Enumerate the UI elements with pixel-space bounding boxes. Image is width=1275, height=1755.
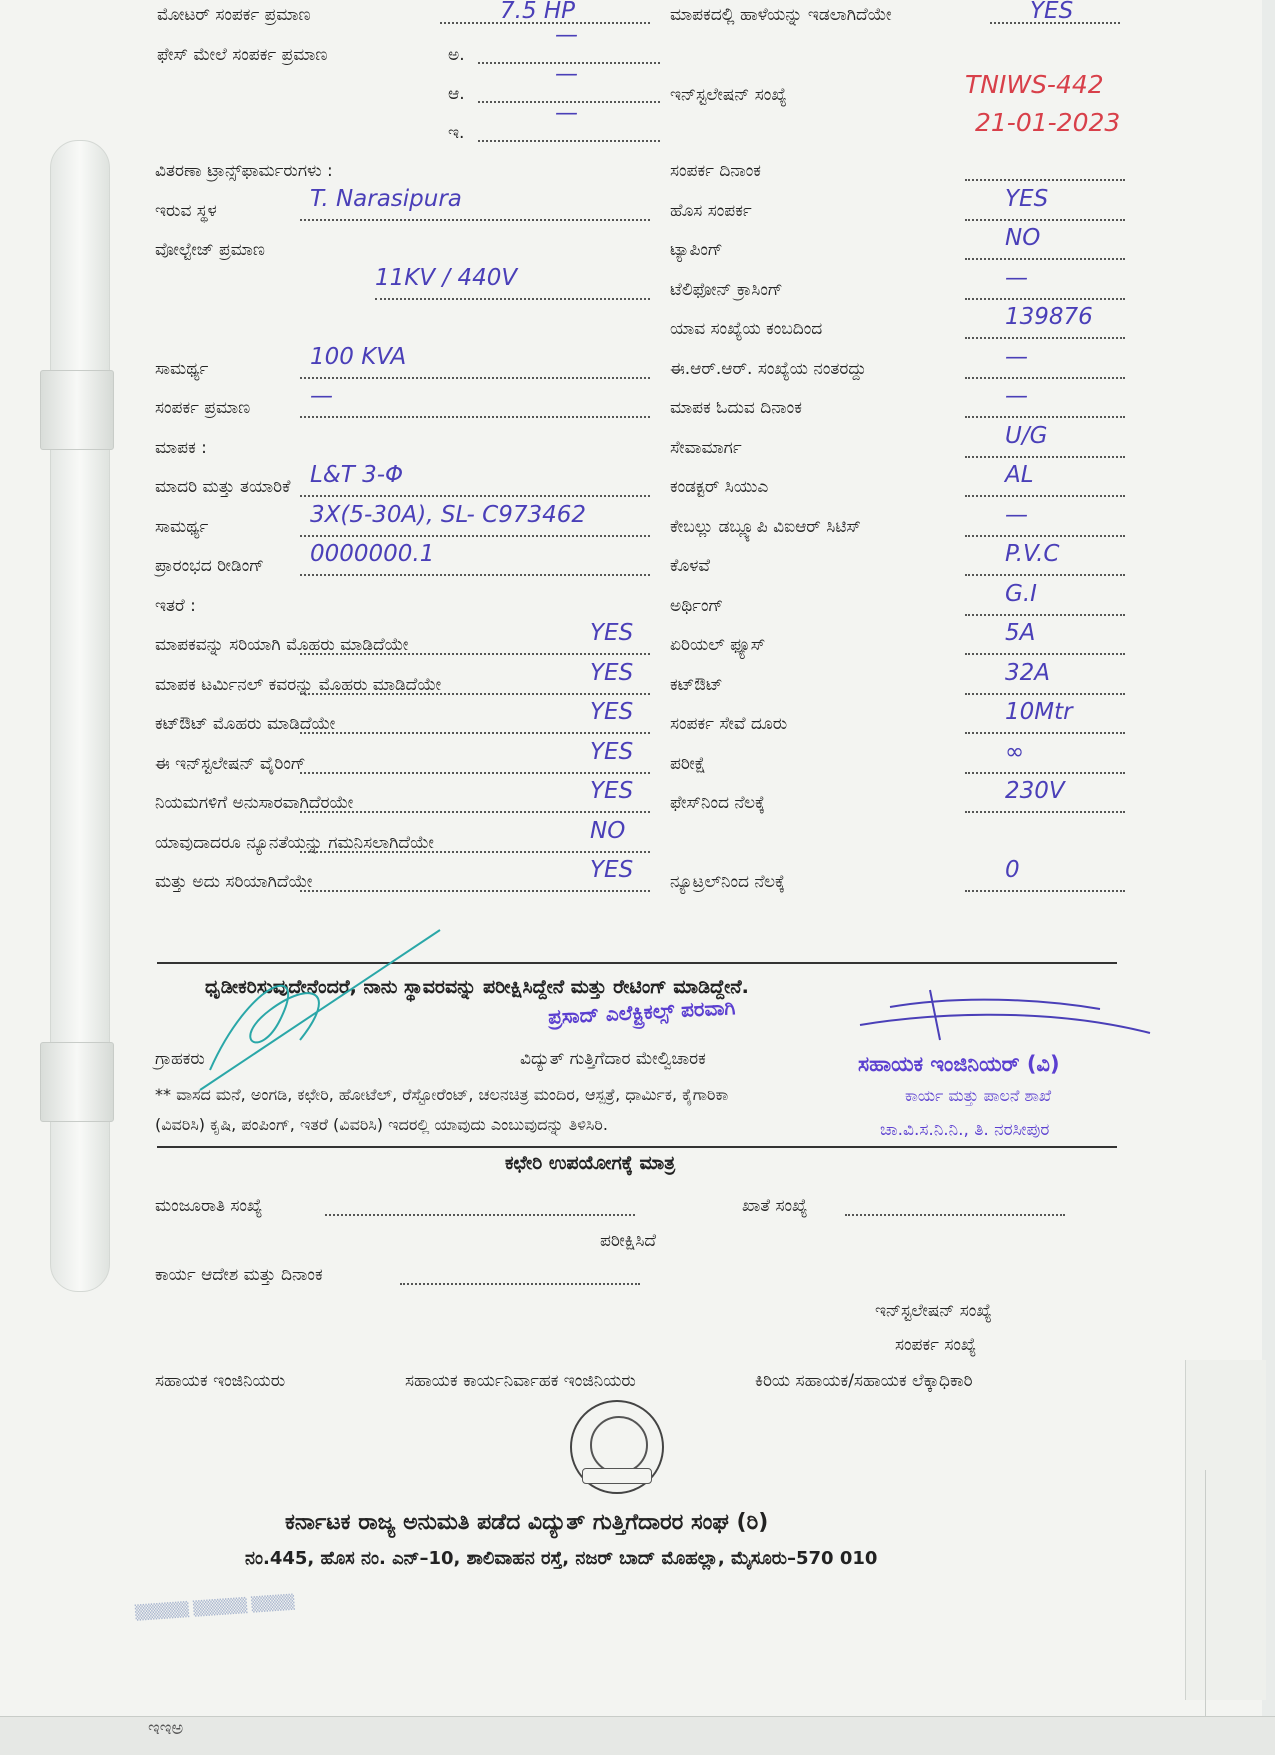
- footer-organisation: ಕರ್ನಾಟಕ ರಾಜ್ಯ ಅನುಮತಿ ಪಡೆದ ವಿದ್ಯುತ್ ಗುತ್ತಿಗೆದಾರರ ಸಂಘ (ರಿ): [285, 1510, 769, 1535]
- dotted-line: [965, 811, 1125, 813]
- left-field-label: ಸಾಮರ್ಥ್ಯ: [155, 516, 209, 537]
- right-field-value: U/G: [1005, 422, 1048, 449]
- association-seal-logo: [570, 1400, 664, 1494]
- dotted-line: [300, 416, 650, 418]
- right-field-label: ಈ.ಆರ್.ಆರ್. ಸಂಖ್ಯೆಯ ನಂತರದ್ದು: [670, 358, 867, 379]
- left-field-label: ಯಾವುದಾದರೂ ನ್ಯೂನತೆಯನ್ನು ಗಮನಿಸಲಾಗಿದೆಯೇ: [155, 832, 434, 853]
- category-note-line2: (ವಿವರಿಸಿ) ಕೃಷಿ, ಪಂಪಿಂಗ್, ಇತರೆ (ವಿವರಿಸಿ) ಇದರಲ್ಲಿ ಯಾವುದು ಎಂಬುವುದನ್ನು ತಿಳಿಸಿರಿ.: [155, 1115, 608, 1134]
- meter-sheet-value: YES: [1030, 0, 1074, 24]
- installation-number-label: ಇನ್‌ಸ್ಟಲೇಷನ್ ಸಂಖ್ಯೆ: [670, 85, 787, 105]
- right-field-value: ∞: [1005, 738, 1025, 765]
- left-field-value: T. Narasipura: [310, 185, 462, 212]
- dotted-line: [965, 337, 1125, 339]
- dotted-line: [965, 179, 1125, 181]
- left-field-label: ಮಾಪಕ :: [155, 437, 207, 458]
- dotted-line: [965, 456, 1125, 458]
- binder-clip: [40, 370, 114, 450]
- right-field-label: ಯಾವ ಸಂಖ್ಯೆಯ ಕಂಬದಿಂದ: [670, 319, 823, 339]
- left-field-label: ಪ್ರಾರಂಭದ ರೀಡಿಂಗ್: [155, 556, 264, 576]
- dotted-line: [325, 1214, 635, 1216]
- engineer-signature: [860, 985, 1160, 1045]
- phase-value: —: [555, 22, 578, 48]
- left-field-label: ವೋಲ್ಟೇಜ್ ಪ್ರಮಾಣ: [155, 240, 265, 260]
- dotted-line: [300, 574, 650, 576]
- left-field-value: —: [310, 383, 333, 409]
- right-field-label: ಮಾಪಕ ಓದುವ ದಿನಾಂಕ: [670, 398, 802, 418]
- left-field-label: ಸಂಪರ್ಕ ಪ್ರಮಾಣ: [155, 398, 251, 418]
- work-order-label: ಕಾರ್ಯ ಆದೇಶ ಮತ್ತು ದಿನಾಂಕ: [155, 1265, 323, 1285]
- signatory-assistant-engineer: ಸಹಾಯಕ ಇಂಜಿನಿಯರು: [155, 1371, 286, 1391]
- left-field-label: ಮಾಪಕ ಟರ್ಮಿನಲ್ ಕವರನ್ನು ಮೊಹರು ಮಾಡಿದೆಯೇ: [155, 674, 442, 695]
- dotted-line: [400, 1283, 640, 1285]
- dotted-line: [965, 219, 1125, 221]
- binder-clip: [40, 1042, 114, 1122]
- right-field-label: ಅರ್ಥಿಂಗ್: [670, 595, 724, 616]
- right-field-value: —: [1005, 501, 1028, 528]
- left-field-label: ಕಟ್‌ಔಟ್ ಮೊಹರು ಮಾಡಿದೆಯೇ: [155, 714, 336, 734]
- dotted-line: [965, 693, 1125, 695]
- underlying-page-strip: [0, 1716, 1275, 1755]
- checked-label: ಪರೀಕ್ಷಿಸಿದೆ: [600, 1231, 657, 1251]
- left-field-value: YES: [590, 857, 634, 883]
- right-field-label: ಏರಿಯಲ್ ಫ್ಯೂಸ್: [670, 635, 766, 655]
- right-field-label: ಕಟ್‌ಔಟ್: [670, 674, 723, 695]
- dotted-line: [300, 693, 650, 695]
- right-field-label: ಟ್ಯಾಪಿಂಗ್: [670, 240, 723, 260]
- left-field-value: 3X(5-30A), SL- C973462: [310, 501, 586, 528]
- dotted-line: [965, 298, 1125, 300]
- underlying-page-text: ಇಇಅ: [148, 1718, 184, 1739]
- dotted-line: [845, 1214, 1065, 1216]
- phase-value: —: [555, 100, 578, 126]
- left-field-value: 0000000.1: [310, 541, 435, 567]
- office-connection-label: ಸಂಪರ್ಕ ಸಂಖ್ಯೆ: [895, 1335, 977, 1355]
- right-field-value: P.V.C: [1005, 541, 1060, 567]
- faded-stamp-impression: ▒▒▒▒▒ ▒▒▒▒▒ ▒▒▒▒: [134, 1594, 296, 1622]
- engineer-stamp-branch: ಕಾರ್ಯ ಮತ್ತು ಪಾಲನೆ ಶಾಖೆ: [905, 1086, 1052, 1105]
- contractor-stamp: ಪ್ರಸಾದ್ ಎಲೆಕ್ಟ್ರಿಕಲ್ಸ್ ಪರವಾಗಿ: [547, 995, 736, 1029]
- sanction-number-label: ಮಂಜೂರಾತಿ ಸಂಖ್ಯೆ: [155, 1196, 263, 1216]
- certification-statement: ಧೃಡೀಕರಿಸುವುದೇನೆಂದರೆ, ನಾನು ಸ್ಥಾವರವನ್ನು ಪರೀಕ್ಷಿಸಿದ್ದೇನೆ ಮತ್ತು ರೇಟಿಂಗ್ ಮಾಡಿದ್ದೇನೆ.: [205, 976, 749, 998]
- motor-load-value: 7.5 HP: [500, 0, 576, 24]
- dotted-line: [965, 574, 1125, 576]
- signatory-assistant-executive-engineer: ಸಹಾಯಕ ಕಾರ್ಯನಿರ್ವಾಹಕ ಇಂಜಿನಿಯರು: [405, 1371, 636, 1391]
- right-field-label: ಕಂಡಕ್ಟರ್ ಸಿಯುಎ: [670, 477, 769, 497]
- meter-sheet-label: ಮಾಪಕದಲ್ಲಿ ಹಾಳೆಯನ್ನು ಇಡಲಾಗಿದೆಯೇ: [670, 5, 892, 25]
- dotted-line: [965, 258, 1125, 260]
- dotted-line: [300, 653, 650, 655]
- right-field-label: ನ್ಯೂಟ್ರಲ್‌ನಿಂದ ನೆಲಕ್ಕೆ: [670, 872, 785, 892]
- left-field-value: YES: [590, 738, 634, 765]
- phase-value: —: [555, 61, 578, 87]
- right-field-value: —: [1005, 343, 1028, 370]
- right-field-value: 230V: [1005, 778, 1065, 804]
- left-field-label: ಸಾಮರ್ಥ್ಯ: [155, 358, 209, 379]
- right-field-value: 5A: [1005, 620, 1036, 646]
- right-field-label: ಪರೀಕ್ಷೆ: [670, 753, 706, 774]
- dotted-line: [965, 732, 1125, 734]
- dotted-line: [300, 811, 650, 813]
- office-installation-label: ಇನ್‌ಸ್ಟಲೇಷನ್ ಸಂಖ್ಯೆ: [875, 1301, 992, 1321]
- contractor-supervisor-label: ವಿದ್ಯುತ್ ಗುತ್ತಿಗೆದಾರ ಮೇಲ್ವಿಚಾರಕ: [520, 1049, 706, 1069]
- left-field-value: YES: [590, 659, 634, 686]
- dotted-line: [300, 732, 650, 734]
- dotted-line: [965, 377, 1125, 379]
- phase-marker: ಅ.: [448, 45, 465, 65]
- underlying-page-edge: [1205, 1470, 1266, 1720]
- left-field-label: ವಿತರಣಾ ಟ್ರಾನ್ಸ್‌ಫಾರ್ಮರುಗಳು :: [155, 161, 333, 181]
- right-field-label: ಸಂಪರ್ಕ ದಿನಾಂಕ: [670, 161, 761, 181]
- dotted-line: [300, 219, 650, 221]
- left-field-label: ಇರುವ ಸ್ಥಳ: [155, 200, 217, 221]
- right-field-value: —: [1005, 383, 1028, 409]
- left-field-label: ಈ ಇನ್‌ಸ್ಟಲೇಷನ್ ವೈರಿಂಗ್: [155, 753, 306, 774]
- right-field-label: ಕೇಬಲ್ಲು ಡಬ್ಲ್ಯೂಪಿ ವಿಐಆರ್ ಸಿಟಿಸ್: [670, 516, 861, 537]
- left-field-label: ನಿಯಮಗಳಿಗೆ ಅನುಸಾರವಾಗಿದೆರಯೇ: [155, 793, 354, 813]
- left-field-label: ಮತ್ತು ಅದು ಸರಿಯಾಗಿದೆಯೇ: [155, 872, 313, 892]
- right-field-value: G.I: [1005, 580, 1037, 607]
- left-field-label: ಇತರೆ :: [155, 595, 196, 616]
- right-field-value: AL: [1005, 462, 1034, 488]
- left-field-value: YES: [590, 620, 634, 646]
- dotted-line: [300, 851, 650, 853]
- left-field-value: YES: [590, 778, 634, 804]
- phase-marker: ಇ.: [448, 123, 465, 143]
- left-field-value: L&T 3-Φ: [310, 462, 404, 488]
- office-use-title: ಕಛೇರಿ ಉಪಯೋಗಕ್ಕೆ ಮಾತ್ರ: [505, 1152, 676, 1174]
- dotted-line: [478, 140, 660, 142]
- right-field-label: ಹೊಸ ಸಂಪರ್ಕ: [670, 200, 752, 221]
- divider-line: [157, 1146, 1117, 1148]
- signatory-accountant: ಕಿರಿಯ ಸಹಾಯಕ/ಸಹಾಯಕ ಲೆಕ್ಕಾಧಿಕಾರಿ: [755, 1371, 973, 1391]
- left-field-value: 11KV / 440V: [375, 264, 518, 291]
- account-number-label: ಖಾತೆ ಸಂಖ್ಯೆ: [742, 1196, 808, 1216]
- right-field-value: YES: [1005, 185, 1049, 212]
- right-field-label: ಟೆಲಿಫೋನ್ ಕ್ರಾಸಿಂಗ್: [670, 279, 783, 300]
- dotted-line: [300, 890, 650, 892]
- dotted-line: [375, 298, 650, 300]
- left-field-value: 100 KVA: [310, 343, 407, 370]
- dotted-line: [965, 535, 1125, 537]
- right-field-value: 32A: [1005, 659, 1051, 686]
- dotted-line: [300, 495, 650, 497]
- category-note-line1: ** ವಾಸದ ಮನೆ, ಅಂಗಡಿ, ಕಛೇರಿ, ಹೋಟೆಲ್, ರೆಸ್ಟೋರೆಂಟ್, ಚಲನಚಿತ್ರ ಮಂದಿರ, ಆಸ್ಪತ್ರೆ, ಧಾರ್ಮಿಕ, ಕೈಗಾರಿಕಾ: [155, 1085, 729, 1104]
- right-field-value: 0: [1005, 857, 1020, 883]
- consumer-label: ಗ್ರಾಹಕರು: [155, 1049, 205, 1069]
- dotted-line: [300, 377, 650, 379]
- right-field-label: ಸೇವಾಮಾರ್ಗ: [670, 437, 742, 458]
- engineer-stamp-title: ಸಹಾಯಕ ಇಂಜಿನಿಯರ್ (ವಿ): [858, 1052, 1060, 1076]
- dotted-line: [965, 772, 1125, 774]
- dotted-line: [965, 614, 1125, 616]
- installation-number-value: TNIWS-442: [965, 70, 1104, 99]
- right-field-label: ಕೊಳವೆ: [670, 556, 711, 576]
- footer-address: ನಂ.445, ಹೊಸ ನಂ. ಎನ್–10, ಶಾಲಿವಾಹನ ರಸ್ತೆ, ನಜರ್ ಬಾದ್ ಮೊಹಲ್ಲಾ, ಮೈಸೂರು–570 010: [245, 1548, 878, 1569]
- phase-marker: ಆ.: [448, 84, 465, 104]
- dotted-line: [300, 772, 650, 774]
- right-field-label: ಫೇಸ್‌ನಿಂದ ನೆಲಕ್ಕೆ: [670, 793, 765, 813]
- right-field-value: 10Mtr: [1005, 699, 1073, 725]
- dotted-line: [965, 890, 1125, 892]
- installation-date-value: 21-01-2023: [975, 108, 1121, 137]
- right-field-value: NO: [1005, 225, 1041, 251]
- dotted-line: [965, 495, 1125, 497]
- phase-load-label: ಫೇಸ್ ಮೇಲೆ ಸಂಪರ್ಕ ಪ್ರಮಾಣ: [157, 45, 328, 65]
- dotted-line: [965, 416, 1125, 418]
- left-field-label: ಮಾದರಿ ಮತ್ತು ತಯಾರಿಕೆ: [155, 477, 291, 497]
- left-field-value: YES: [590, 699, 634, 725]
- dotted-line: [300, 535, 650, 537]
- right-field-value: —: [1005, 264, 1028, 291]
- dotted-line: [965, 653, 1125, 655]
- engineer-stamp-office: ಚಾ.ವಿ.ಸ.ನಿ.ನಿ., ತಿ. ನರಸೀಪುರ: [880, 1120, 1050, 1140]
- right-field-label: ಸಂಪರ್ಕ ಸೇವೆ ದೂರು: [670, 714, 788, 734]
- left-field-label: ಮಾಪಕವನ್ನು ಸರಿಯಾಗಿ ಮೊಹರು ಮಾಡಿದೆಯೇ: [155, 635, 409, 655]
- right-field-value: 139876: [1005, 304, 1093, 330]
- left-field-value: NO: [590, 817, 626, 844]
- motor-load-label: ಮೋಟರ್ ಸಂಪರ್ಕ ಪ್ರಮಾಣ: [157, 5, 311, 25]
